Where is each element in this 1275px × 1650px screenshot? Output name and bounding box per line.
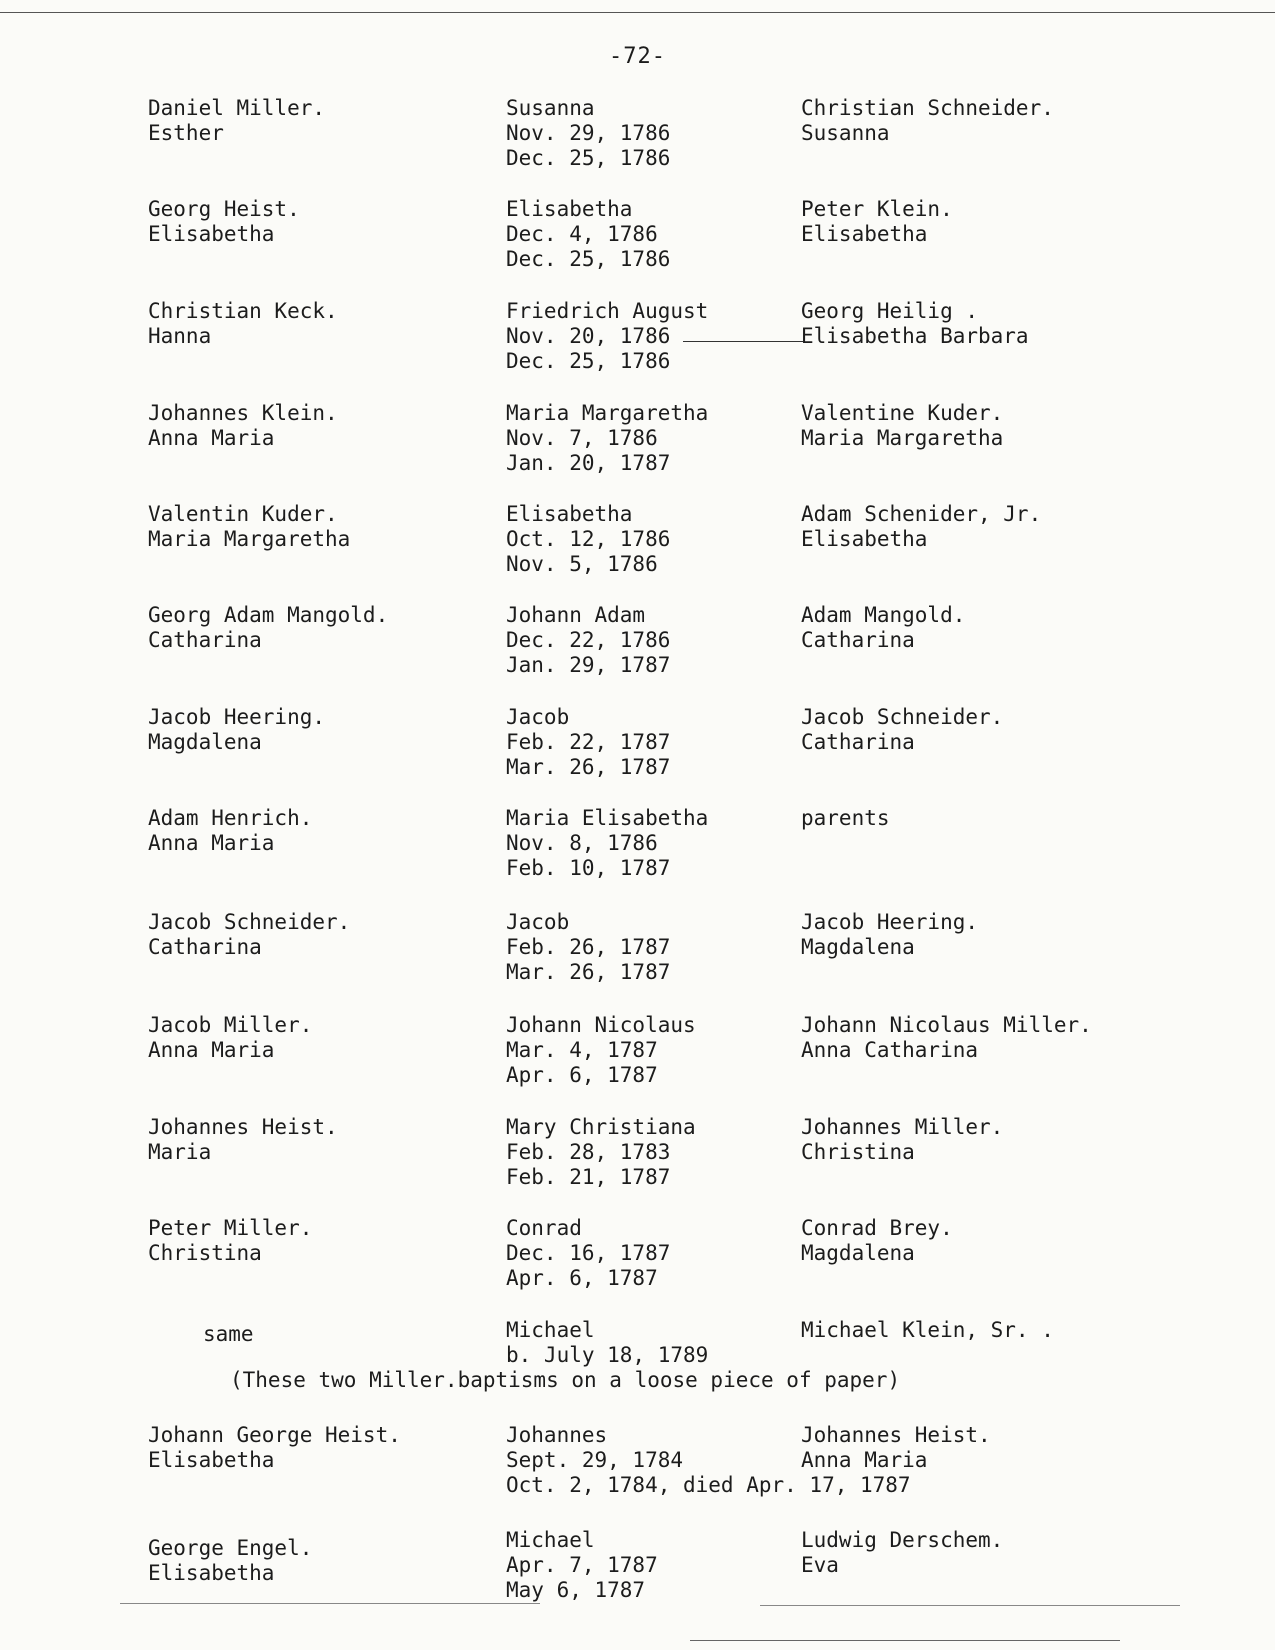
- sponsor-2: Maria Margaretha: [801, 426, 1004, 450]
- father-name: Georg Adam Mangold.: [148, 603, 389, 627]
- sponsors-column: [801, 1013, 1092, 1063]
- baptism-date: Nov. 5, 1786: [506, 552, 658, 576]
- child-name: Johannes: [506, 1423, 608, 1447]
- mother-name: Elisabetha: [148, 1561, 275, 1585]
- parents-column: [148, 1423, 401, 1473]
- child-name: Mary Christiana: [506, 1115, 696, 1139]
- parents-column: [148, 806, 312, 856]
- parents-column: [148, 1115, 338, 1165]
- sponsors-column: [801, 705, 1003, 755]
- sponsor-1: Adam Mangold.: [801, 603, 966, 627]
- sponsor-1: Conrad Brey.: [801, 1216, 953, 1240]
- birth-date: Feb. 28, 1783: [506, 1140, 671, 1164]
- sponsor-2: Elisabetha: [801, 222, 928, 246]
- birth-date: Dec. 4, 1786: [506, 222, 658, 246]
- baptism-date: Dec. 25, 1786: [506, 247, 671, 271]
- birth-date: Sept. 29, 1784: [506, 1448, 684, 1472]
- parents-column: [148, 603, 388, 653]
- sponsor-1: Ludwig Derschem.: [801, 1528, 1004, 1552]
- sponsor-1: Peter Klein.: [801, 197, 953, 221]
- parents-column: [148, 910, 350, 960]
- parents-same-label: same: [203, 1322, 254, 1346]
- sponsor-1: Christian Schneider.: [801, 96, 1054, 120]
- child-column: [506, 197, 670, 272]
- mother-name: Maria Margaretha: [148, 527, 351, 551]
- baptism-date: Dec. 25, 1786: [506, 349, 671, 373]
- sponsors-column: [801, 1216, 953, 1266]
- child-name: Jacob: [506, 705, 570, 729]
- sponsor-2: Elisabetha: [801, 527, 928, 551]
- mother-name: Hanna: [148, 324, 212, 348]
- parents-column: [148, 502, 350, 552]
- father-name: Johannes Heist.: [148, 1115, 338, 1139]
- sponsors-column: [801, 1423, 991, 1473]
- birth-date: Mar. 4, 1787: [506, 1038, 658, 1062]
- mother-name: Elisabetha: [148, 1448, 275, 1472]
- sponsor-2: Eva: [801, 1553, 839, 1577]
- sponsor-1: Adam Schenider, Jr.: [801, 502, 1042, 526]
- sponsors-column: [801, 806, 890, 831]
- sponsor-1: Johannes Heist.: [801, 1423, 991, 1447]
- parents-column: [148, 401, 338, 451]
- parents-column: [148, 299, 338, 349]
- child-column: [506, 603, 670, 678]
- baptism-date: Oct. 2, 1784, died Apr. 17, 1787: [506, 1473, 911, 1497]
- sponsor-2: Catharina: [801, 730, 915, 754]
- page-number: -72-: [609, 44, 666, 69]
- sponsor-1: Valentine Kuder.: [801, 401, 1004, 425]
- sponsor-2: Christina: [801, 1140, 915, 1164]
- father-name: George Engel.: [148, 1536, 313, 1560]
- bottom-scan-line: [690, 1640, 1120, 1641]
- child-name: Elisabetha: [506, 197, 633, 221]
- bottom-scan-line: [120, 1603, 540, 1604]
- parents-column: [148, 1013, 312, 1063]
- child-name: Maria Elisabetha: [506, 806, 709, 830]
- baptism-date: Jan. 20, 1787: [506, 451, 671, 475]
- baptism-date: Mar. 26, 1787: [506, 755, 671, 779]
- child-name: Maria Margaretha: [506, 401, 709, 425]
- sponsors-column: [801, 197, 953, 247]
- father-name: Daniel Miller.: [148, 96, 326, 120]
- sponsor-2: Anna Maria: [801, 1448, 928, 1472]
- child-column: [506, 96, 670, 171]
- parents-column: [148, 705, 325, 755]
- birth-date: b. July 18, 1789: [506, 1343, 709, 1367]
- child-column: [506, 1528, 658, 1603]
- parents-column: [148, 197, 300, 247]
- top-border-line: [0, 12, 1275, 13]
- child-name: Elisabetha: [506, 502, 633, 526]
- sponsors-column: [801, 1115, 1003, 1165]
- child-column: [506, 299, 708, 374]
- child-column: [506, 705, 670, 780]
- father-name: Jacob Schneider.: [148, 910, 351, 934]
- mother-name: Anna Maria: [148, 426, 275, 450]
- mother-name: Anna Maria: [148, 1038, 275, 1062]
- father-name: Jacob Miller.: [148, 1013, 313, 1037]
- mother-name: Maria: [148, 1140, 212, 1164]
- baptism-date: Feb. 21, 1787: [506, 1165, 671, 1189]
- baptism-date: Apr. 6, 1787: [506, 1063, 658, 1087]
- mother-name: Esther: [148, 121, 224, 145]
- baptism-date: Dec. 25, 1786: [506, 146, 671, 170]
- sponsor-1: parents: [801, 806, 890, 830]
- sponsors-column: [801, 299, 1029, 349]
- birth-date: Nov. 7, 1786: [506, 426, 658, 450]
- mother-name: Magdalena: [148, 730, 262, 754]
- birth-date: Nov. 8, 1786: [506, 831, 658, 855]
- birth-date: Feb. 22, 1787: [506, 730, 671, 754]
- baptism-date: Apr. 6, 1787: [506, 1266, 658, 1290]
- parents-column: [148, 96, 325, 146]
- sponsor-1: Michael Klein, Sr. .: [801, 1318, 1054, 1342]
- child-name: Jacob: [506, 910, 570, 934]
- sponsor-1: Johann Nicolaus Miller.: [801, 1013, 1092, 1037]
- mother-name: Anna Maria: [148, 831, 275, 855]
- parents-column: [148, 1528, 312, 1586]
- birth-date: Apr. 7, 1787: [506, 1553, 658, 1577]
- birth-date: Feb. 26, 1787: [506, 935, 671, 959]
- birth-date: Dec. 22, 1786: [506, 628, 671, 652]
- sponsors-column: [801, 1318, 1054, 1343]
- mother-name: Catharina: [148, 935, 262, 959]
- father-name: Christian Keck.: [148, 299, 338, 323]
- father-name: Adam Henrich.: [148, 806, 313, 830]
- child-column: [506, 1318, 708, 1368]
- bottom-scan-line: [760, 1605, 1180, 1606]
- sponsors-column: [801, 502, 1041, 552]
- sponsor-1: Georg Heilig .: [801, 299, 979, 323]
- baptism-date: Feb. 10, 1787: [506, 856, 671, 880]
- father-name: Johann George Heist.: [148, 1423, 401, 1447]
- child-name: Susanna: [506, 96, 595, 120]
- father-name: Johannes Klein.: [148, 401, 338, 425]
- sponsor-2: Magdalena: [801, 935, 915, 959]
- mother-name: Catharina: [148, 628, 262, 652]
- sponsor-2: Elisabetha Barbara: [801, 324, 1029, 348]
- child-column: [506, 502, 670, 577]
- sponsor-1: Jacob Heering.: [801, 910, 979, 934]
- mother-name: Elisabetha: [148, 222, 275, 246]
- child-column: [506, 401, 708, 476]
- child-name: Michael: [506, 1318, 595, 1342]
- sponsors-column: [801, 1528, 1003, 1578]
- birth-date: Nov. 20, 1786: [506, 324, 671, 348]
- sponsors-column: [801, 910, 978, 960]
- child-name: Johann Nicolaus: [506, 1013, 696, 1037]
- child-name: Conrad: [506, 1216, 582, 1240]
- child-name: Michael: [506, 1528, 595, 1552]
- child-column: [506, 1216, 670, 1291]
- birth-date: Dec. 16, 1787: [506, 1241, 671, 1265]
- baptism-date: May 6, 1787: [506, 1578, 646, 1602]
- parents-column: [203, 1318, 254, 1347]
- sponsor-2: Anna Catharina: [801, 1038, 979, 1062]
- child-column: [506, 1013, 696, 1088]
- sponsor-1: Jacob Schneider.: [801, 705, 1004, 729]
- father-name: Jacob Heering.: [148, 705, 326, 729]
- father-name: Peter Miller.: [148, 1216, 313, 1240]
- father-name: Georg Heist.: [148, 197, 300, 221]
- child-column: [506, 1115, 696, 1190]
- sponsor-2: Catharina: [801, 628, 915, 652]
- baptism-date: Jan. 29, 1787: [506, 653, 671, 677]
- sponsors-column: [801, 401, 1003, 451]
- parents-column: [148, 1216, 312, 1266]
- father-name: Valentin Kuder.: [148, 502, 338, 526]
- child-name: Friedrich August: [506, 299, 709, 323]
- mother-name: Christina: [148, 1241, 262, 1265]
- sponsors-column: [801, 603, 965, 653]
- sponsor-2: Susanna: [801, 121, 890, 145]
- birth-date: Oct. 12, 1786: [506, 527, 671, 551]
- loose-paper-note: (These two Miller.baptisms on a loose piece of paper): [230, 1368, 901, 1392]
- child-column: [506, 910, 670, 985]
- sponsor-1: Johannes Miller.: [801, 1115, 1004, 1139]
- child-column: [506, 806, 708, 881]
- child-name: Johann Adam: [506, 603, 646, 627]
- birth-date: Nov. 29, 1786: [506, 121, 671, 145]
- baptism-date: Mar. 26, 1787: [506, 960, 671, 984]
- sponsor-2: Magdalena: [801, 1241, 915, 1265]
- sponsors-column: [801, 96, 1054, 146]
